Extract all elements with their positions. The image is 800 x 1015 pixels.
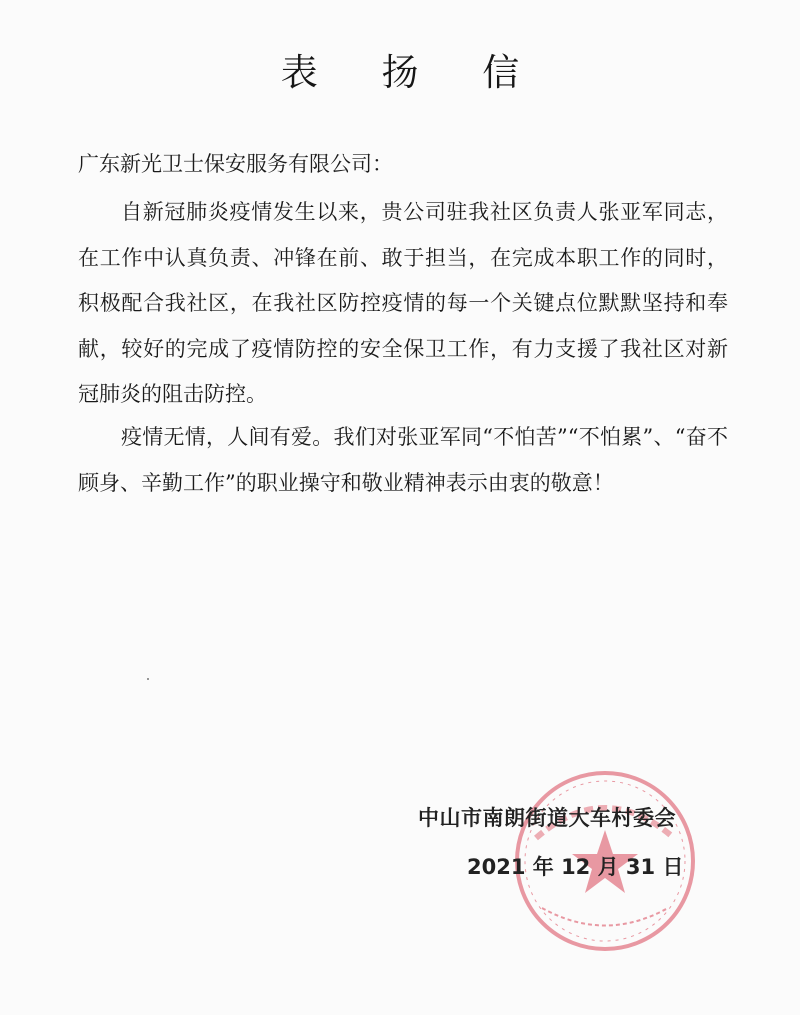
scan-speck	[147, 678, 149, 680]
letter-title: 表 扬 信	[280, 51, 546, 94]
signature-organization: 中山市南朗街道大车村委会	[418, 806, 676, 830]
letter-salutation: 广东新光卫士保安服务有限公司：	[78, 152, 393, 176]
letter-paragraph-2: 疫情无情，人间有爱。我们对张亚军同“不怕苦”“不怕累”、“奋不顾身、辛勤工作”的职业操守和敬业精神表示由衷的敬意！	[78, 425, 728, 495]
signature-date: 2021 年 12 月 31 日	[467, 855, 684, 879]
letter-paragraph-1: 自新冠肺炎疫情发生以来，贵公司驻我社区负责人张亚军同志，在工作中认真负责、冲锋在前、敢于担当，在完成本职工作的同时，积极配合我社区，在我社区防控疫情的每一个关键点位默默坚持和奉献，较好的完成了疫情防控的安全保卫工作，有力支援了我社区对新冠肺炎的阻击防控。	[78, 200, 728, 406]
